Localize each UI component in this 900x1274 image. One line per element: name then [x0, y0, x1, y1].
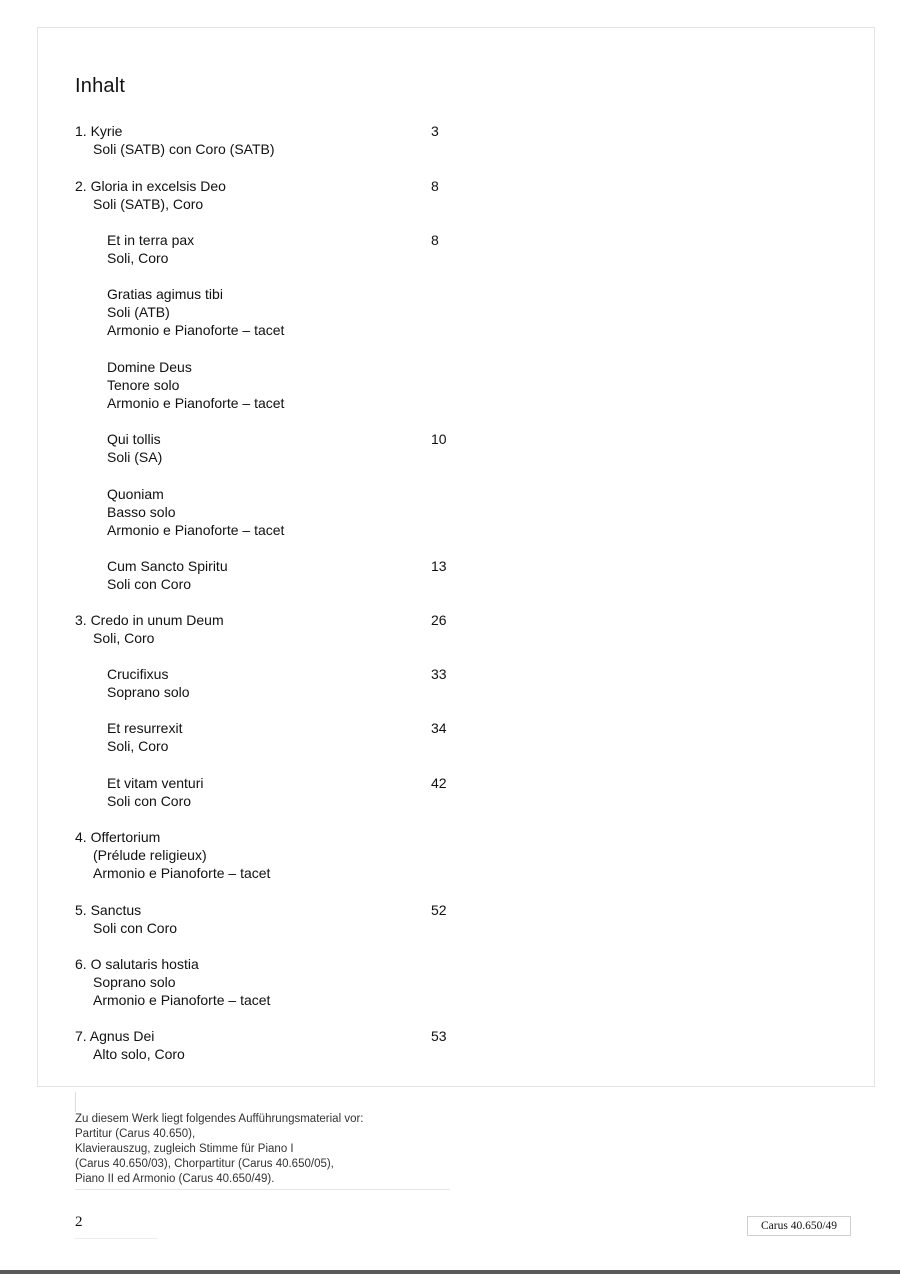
- toc-entry-title: 4. Offertorium: [75, 829, 161, 845]
- toc-entry-note: Armonio e Pianoforte – tacet: [93, 992, 271, 1009]
- footnote-line: Partitur (Carus 40.650),: [75, 1128, 196, 1140]
- toc-entry-et-resurrexit: [107, 719, 487, 755]
- toc-entry-page: 26: [431, 612, 447, 628]
- toc-entry-scoring: Soli (SA): [107, 449, 163, 466]
- toc-entry-kyrie: [75, 122, 455, 158]
- toc-entry-scoring: Soli (SATB), Coro: [93, 196, 204, 213]
- toc-entry-scoring: Tenore solo: [107, 377, 180, 394]
- footnote-marker: [75, 1092, 76, 1112]
- toc-entry-scoring: Soli con Coro: [93, 920, 178, 937]
- toc-entry-scoring: Soprano solo: [107, 684, 190, 701]
- toc-entry-cum-sancto-spiritu: [107, 557, 487, 593]
- toc-entry-scoring: Soli, Coro: [93, 630, 155, 647]
- toc-entry-gloria: [75, 177, 455, 213]
- toc-entry-title: Et resurrexit: [107, 720, 183, 736]
- footnote-line: Piano II ed Armonio (Carus 40.650/49).: [75, 1173, 275, 1185]
- toc-entry-scoring: Soli (SATB) con Coro (SATB): [93, 141, 275, 158]
- toc-entry-et-in-terra-pax: [107, 231, 487, 267]
- toc-entry-page: 8: [431, 232, 439, 248]
- toc-entry-page: 53: [431, 1028, 447, 1044]
- toc-entry-page: 52: [431, 902, 447, 918]
- page-number: 2: [75, 1214, 83, 1230]
- toc-entry-note: Armonio e Pianoforte – tacet: [93, 865, 271, 882]
- toc-entry-scoring: Soli (ATB): [107, 304, 170, 321]
- toc-entry-title: 3. Credo in unum Deum: [75, 612, 224, 628]
- toc-entry-o-salutaris: [75, 955, 455, 1010]
- toc-entry-scoring: Basso solo: [107, 504, 176, 521]
- toc-entry-scoring: Alto solo, Coro: [93, 1046, 185, 1063]
- toc-entry-scoring: Soli, Coro: [107, 738, 169, 755]
- toc-entry-title: Et vitam venturi: [107, 775, 204, 791]
- toc-entry-title: 5. Sanctus: [75, 902, 142, 918]
- toc-entry-credo: [75, 611, 455, 647]
- toc-entry-et-vitam-venturi: [107, 774, 487, 810]
- toc-entry-title: Crucifixus: [107, 666, 169, 682]
- toc-entry-agnus-dei: [75, 1027, 455, 1063]
- toc-entry-page: 34: [431, 720, 447, 736]
- toc-entry-page: 8: [431, 178, 439, 194]
- toc-entry-title: Quoniam: [107, 486, 164, 502]
- footnote-line: Zu diesem Werk liegt folgendes Aufführungsmaterial vor:: [75, 1113, 364, 1125]
- toc-entry-title: 6. O salutaris hostia: [75, 956, 199, 972]
- toc-entry-gratias: [107, 285, 487, 340]
- toc-entry-title: Qui tollis: [107, 431, 161, 447]
- toc-entry-sanctus: [75, 901, 455, 937]
- toc-entry-title: Domine Deus: [107, 359, 192, 375]
- toc-entry-scoring: Soprano solo: [93, 974, 176, 991]
- toc-entry-quoniam: [107, 485, 487, 540]
- toc-entry-subtitle: (Prélude religieux): [93, 847, 207, 864]
- page-number-rule: [75, 1238, 157, 1239]
- toc-entry-title: 1. Kyrie: [75, 123, 123, 139]
- toc-entry-title: Cum Sancto Spiritu: [107, 558, 228, 574]
- catalog-number: Carus 40.650/49: [747, 1216, 851, 1236]
- footnote-line: Klavierauszug, zugleich Stimme für Piano I: [75, 1143, 294, 1155]
- page-title: Inhalt: [75, 75, 126, 98]
- toc-entry-note: Armonio e Pianoforte – tacet: [107, 395, 285, 412]
- toc-entry-scoring: Soli, Coro: [107, 250, 169, 267]
- toc-entry-scoring: Soli con Coro: [107, 576, 192, 593]
- toc-entry-title: Gratias agimus tibi: [107, 286, 223, 302]
- page-bottom-edge: [0, 1270, 900, 1274]
- toc-entry-offertorium: [75, 828, 455, 883]
- toc-entry-page: 42: [431, 775, 447, 791]
- toc-entry-page: 10: [431, 431, 447, 447]
- toc-entry-qui-tollis: [107, 430, 487, 466]
- footnote-line: (Carus 40.650/03), Chorpartitur (Carus 40.650/05),: [75, 1158, 334, 1170]
- toc-entry-note: Armonio e Pianoforte – tacet: [107, 322, 285, 339]
- toc-entry-page: 3: [431, 123, 439, 139]
- toc-entry-title: 2. Gloria in excelsis Deo: [75, 178, 226, 194]
- toc-entry-title: 7. Agnus Dei: [75, 1028, 155, 1044]
- toc-entry-title: Et in terra pax: [107, 232, 195, 248]
- performance-material-note: [75, 1112, 450, 1190]
- toc-entry-page: 33: [431, 666, 447, 682]
- toc-entry-crucifixus: [107, 665, 487, 701]
- toc-entry-domine-deus: [107, 358, 487, 413]
- toc-entry-scoring: Soli con Coro: [107, 793, 192, 810]
- toc-entry-note: Armonio e Pianoforte – tacet: [107, 522, 285, 539]
- toc-entry-page: 13: [431, 558, 447, 574]
